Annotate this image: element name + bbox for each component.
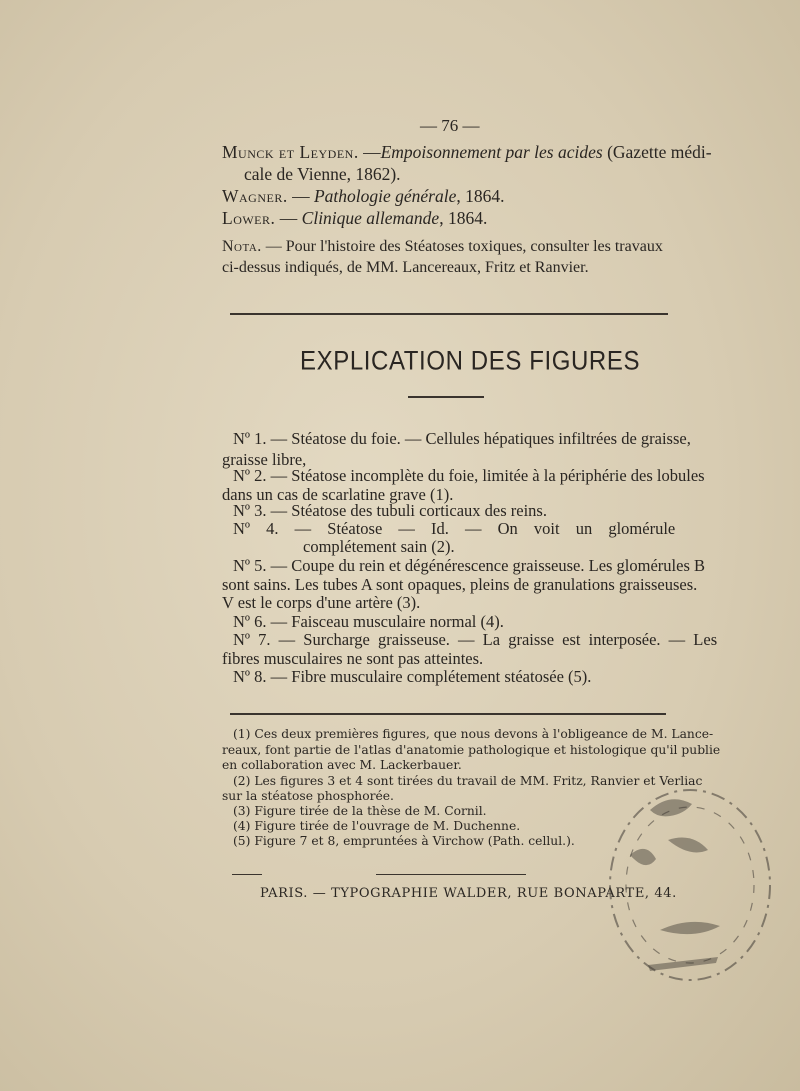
reference-tail: (Gazette médi- <box>602 142 712 162</box>
reference-separator: — <box>358 142 381 162</box>
figure-line: graisse libre, <box>222 450 307 469</box>
imprint-rule-left <box>232 874 262 875</box>
footnote-divider <box>230 713 666 715</box>
imprint-line: PARIS. — TYPOGRAPHIE WALDER, RUE BONAPARTE, 44. <box>260 886 677 901</box>
figure-line: Nº 8. — Fibre musculaire complétement stéatosée (5). <box>233 667 592 686</box>
reference-separator: — <box>275 208 302 228</box>
imprint-rule-mid <box>376 874 526 875</box>
reference-author: Munck et Leyden. <box>222 142 359 162</box>
reference-title: Empoisonnement par les acides <box>380 142 603 162</box>
nota-line-1 <box>222 236 663 257</box>
title-underline <box>408 396 484 398</box>
reference-author: Wagner. <box>222 186 288 206</box>
figure-line: sont sains. Les tubes A sont opaques, pleins de granulations graisseuses. <box>222 575 698 594</box>
reference-title: Pathologie générale <box>313 186 457 206</box>
figure-line: Nº 6. — Faisceau musculaire normal (4). <box>233 612 504 631</box>
nota-label: Nota. <box>222 238 262 255</box>
figure-line: V est le corps d'une artère (3). <box>222 593 421 612</box>
reference-separator: — <box>287 186 314 206</box>
footnote-line: (1) Ces deux premières figures, que nous devons à l'obligeance de M. Lance- <box>233 727 714 741</box>
nota-line-2: ci-dessus indiqués, de MM. Lancereaux, Fritz et Ranvier. <box>222 259 589 276</box>
footnote-line: en collaboration avec M. Lackerbauer. <box>222 758 462 772</box>
figure-line: Nº 1. — Stéatose du foie. — Cellules hépatiques infiltrées de graisse, <box>233 429 691 448</box>
figure-line: dans un cas de scarlatine grave (1). <box>222 485 454 504</box>
reference-author: Lower. <box>222 208 276 228</box>
footnote-line: reaux, font partie de l'atlas d'anatomie pathologique et histologique qu'il publie <box>222 743 721 757</box>
footnote-line: (3) Figure tirée de la thèse de M. Cornil. <box>233 804 487 818</box>
reference-title: Clinique allemande <box>301 208 440 228</box>
figure-line: fibres musculaires ne sont pas atteintes. <box>222 649 484 668</box>
nota-text: — Pour l'histoire des Stéatoses toxiques, consulter les travaux <box>261 238 663 255</box>
section-title: EXPLICATION DES FIGURES <box>300 346 641 377</box>
figure-line: Nº 3. — Stéatose des tubuli corticaux des reins. <box>233 501 547 520</box>
figure-line: complétement sain (2). <box>303 537 455 556</box>
reference-tail: , 1864. <box>456 186 505 206</box>
footnote-line: sur la stéatose phosphorée. <box>222 789 394 803</box>
reference-munck-leyden <box>222 141 712 163</box>
reference-tail: , 1864. <box>439 208 488 228</box>
figure-line: Nº 4. — Stéatose — Id. — On voit un glomérule <box>233 519 676 538</box>
library-stamp-icon <box>590 770 780 990</box>
footnote-line: (5) Figure 7 et 8, empruntées à Virchow (Path. cellul.). <box>233 834 575 848</box>
section-divider <box>230 313 668 315</box>
figure-line: Nº 7. — Surcharge graisseuse. — La graisse est interposée. — Les <box>233 630 718 649</box>
figure-line: Nº 5. — Coupe du rein et dégénérescence graisseuse. Les glomérules B <box>233 556 706 575</box>
reference-wagner <box>222 185 505 207</box>
reference-lower <box>222 207 487 229</box>
footnote-line: (2) Les figures 3 et 4 sont tirées du travail de MM. Fritz, Ranvier et Verliac <box>233 774 703 788</box>
reference-continuation: cale de Vienne, 1862). <box>244 164 401 184</box>
footnote-line: (4) Figure tirée de l'ouvrage de M. Duchenne. <box>233 819 521 833</box>
page-number: — 76 — <box>420 116 480 135</box>
figure-line: Nº 2. — Stéatose incomplète du foie, limitée à la périphérie des lobules <box>233 466 705 485</box>
